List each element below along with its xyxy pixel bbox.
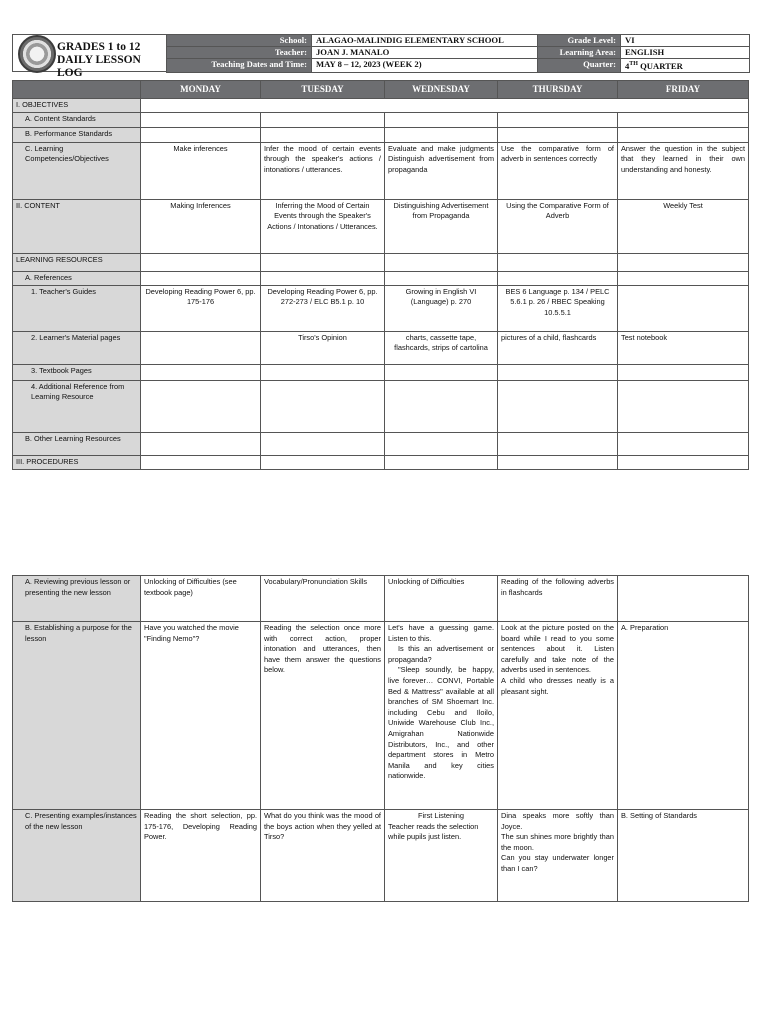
row-other-resources bbox=[13, 432, 749, 455]
cell-content-standards-friday bbox=[618, 112, 749, 127]
cell-other-resources-thursday bbox=[498, 432, 618, 455]
procedure-a-friday bbox=[618, 576, 749, 622]
row-learners-material bbox=[13, 331, 749, 364]
quarter-superscript: TH bbox=[629, 61, 638, 67]
procedure-b-wednesday-line3: "Sleep soundly, be happy, live forever… CONVI, Portable Bed & Mattress" available at all branches of SM Shoemart Inc. including Cebu and Iloilo, Uniwide Warehouse Club Inc., Amigrahan Nationwide Distributors, Inc., and other department stores in Metro Manila and key cities nationwide. bbox=[388, 665, 494, 781]
grade-level-value: VI bbox=[621, 35, 750, 47]
procedure-c-wednesday-line2: Teacher reads the selection while pupils just listen. bbox=[388, 821, 479, 842]
lesson-plan-table bbox=[12, 80, 749, 470]
procedure-b-wednesday-line1: Let's have a guessing game. Listen to this. bbox=[388, 623, 494, 643]
row-label-performance-standards: B. Performance Standards bbox=[13, 127, 141, 142]
day-header-blank bbox=[13, 81, 141, 99]
teacher-value: JOAN J. MANALO bbox=[312, 47, 538, 59]
cell-learners-material-tuesday: Tirso's Opinion bbox=[261, 331, 385, 364]
cell-performance-standards-monday bbox=[141, 127, 261, 142]
header-info-table bbox=[166, 34, 750, 73]
procedure-a-wednesday: Unlocking of Difficulties bbox=[385, 576, 498, 622]
learning-area-label: Learning Area: bbox=[538, 47, 621, 59]
cell-performance-standards-thursday bbox=[498, 127, 618, 142]
cell-additional-reference-thursday bbox=[498, 380, 618, 432]
cell-content-friday: Weekly Test bbox=[618, 199, 749, 253]
cell-references-thursday bbox=[498, 271, 618, 285]
procedure-c-friday: B. Setting of Standards bbox=[618, 810, 749, 902]
cell-performance-standards-wednesday bbox=[385, 127, 498, 142]
cell-teachers-guides-thursday: BES 6 Language p. 134 / PELC 5.6.1 p. 26 / RBEC Speaking 10.5.5.1 bbox=[498, 285, 618, 331]
row-label-procedures: III. PROCEDURES bbox=[13, 455, 141, 469]
row-textbook-pages bbox=[13, 364, 749, 380]
cell-procedures-monday bbox=[141, 455, 261, 469]
cell-additional-reference-wednesday bbox=[385, 380, 498, 432]
cell-learning-competencies-tuesday: Infer the mood of certain events through the speaker's actions / intonations / utterances. bbox=[261, 142, 385, 199]
cell-content-standards-wednesday bbox=[385, 112, 498, 127]
day-header-friday: FRIDAY bbox=[618, 81, 749, 99]
cell-learning-competencies-wednesday: Evaluate and make judgments Distinguish advertisement from propaganda bbox=[385, 142, 498, 199]
logo-title-line2: DAILY LESSON LOG bbox=[57, 54, 141, 79]
cell-textbook-pages-wednesday bbox=[385, 364, 498, 380]
procedure-b-friday: A. Preparation bbox=[618, 622, 749, 810]
row-learning-competencies bbox=[13, 142, 749, 199]
logo-box bbox=[12, 34, 167, 79]
row-label-content: II. CONTENT bbox=[13, 199, 141, 253]
procedure-b-thursday bbox=[498, 622, 618, 810]
cell-learning-competencies-friday: Answer the question in the subject that they learned in their own understanding and honesty. bbox=[618, 142, 749, 199]
teaching-dates-value: MAY 8 – 12, 2023 (WEEK 2) bbox=[312, 59, 538, 73]
row-objectives-span bbox=[141, 99, 749, 113]
deped-seal-icon bbox=[18, 35, 56, 73]
procedure-a-thursday: Reading of the following adverbs in flashcards bbox=[498, 576, 618, 622]
cell-additional-reference-monday bbox=[141, 380, 261, 432]
row-label-learners-material: 2. Learner's Material pages bbox=[13, 331, 141, 364]
cell-teachers-guides-monday: Developing Reading Power 6, pp. 175-176 bbox=[141, 285, 261, 331]
quarter-value bbox=[621, 59, 750, 73]
day-header-wednesday: WEDNESDAY bbox=[385, 81, 498, 99]
cell-learners-material-friday: Test notebook bbox=[618, 331, 749, 364]
cell-learning-resources-monday bbox=[141, 253, 261, 271]
cell-references-tuesday bbox=[261, 271, 385, 285]
lesson-plan-rows bbox=[13, 99, 749, 470]
row-label-learning-competencies: C. Learning Competencies/Objectives bbox=[13, 142, 141, 199]
procedure-b-wednesday bbox=[385, 622, 498, 810]
grade-level-label: Grade Level: bbox=[538, 35, 621, 47]
row-objectives bbox=[13, 99, 749, 113]
cell-learners-material-monday bbox=[141, 331, 261, 364]
school-value: ALAGAO-MALINDIG ELEMENTARY SCHOOL bbox=[312, 35, 538, 47]
row-label-teachers-guides: 1. Teacher's Guides bbox=[13, 285, 141, 331]
procedure-b-tuesday: Reading the selection once more with correct action, proper intonation and utterances, then have them answer the questions below. bbox=[261, 622, 385, 810]
cell-learning-competencies-monday: Make inferences bbox=[141, 142, 261, 199]
procedure-b-monday: Have you watched the movie "Finding Nemo"? bbox=[141, 622, 261, 810]
cell-procedures-wednesday bbox=[385, 455, 498, 469]
procedures-table bbox=[12, 575, 749, 902]
cell-procedures-thursday bbox=[498, 455, 618, 469]
row-label-learning-resources: LEARNING RESOURCES bbox=[13, 253, 141, 271]
cell-textbook-pages-monday bbox=[141, 364, 261, 380]
cell-content-tuesday: Inferring the Mood of Certain Events through the Speaker's Actions / Intonations / Utterances. bbox=[261, 199, 385, 253]
row-label-other-resources: B. Other Learning Resources bbox=[13, 432, 141, 455]
row-content bbox=[13, 199, 749, 253]
cell-content-monday: Making Inferences bbox=[141, 199, 261, 253]
cell-references-friday bbox=[618, 271, 749, 285]
row-label-references: A. References bbox=[13, 271, 141, 285]
teacher-label: Teacher: bbox=[167, 47, 312, 59]
cell-references-wednesday bbox=[385, 271, 498, 285]
cell-content-standards-tuesday bbox=[261, 112, 385, 127]
procedure-c-monday: Reading the short selection, pp. 175-176, Developing Reading Power. bbox=[141, 810, 261, 902]
cell-performance-standards-tuesday bbox=[261, 127, 385, 142]
row-label-additional-reference: 4. Additional Reference from Learning Resource bbox=[13, 380, 141, 432]
procedure-c-thursday bbox=[498, 810, 618, 902]
procedure-c-wednesday bbox=[385, 810, 498, 902]
cell-learning-resources-wednesday bbox=[385, 253, 498, 271]
row-label-textbook-pages: 3. Textbook Pages bbox=[13, 364, 141, 380]
cell-textbook-pages-friday bbox=[618, 364, 749, 380]
quarter-text: QUARTER bbox=[637, 60, 683, 71]
procedure-b-thursday-line2: A child who dresses neatly is a pleasant sight. bbox=[501, 675, 614, 696]
cell-other-resources-tuesday bbox=[261, 432, 385, 455]
procedure-c-label: C. Presenting examples/instances of the new lesson bbox=[13, 810, 141, 902]
cell-additional-reference-tuesday bbox=[261, 380, 385, 432]
cell-content-wednesday: Distinguishing Advertisement from Propaganda bbox=[385, 199, 498, 253]
cell-procedures-friday bbox=[618, 455, 749, 469]
day-header-monday: MONDAY bbox=[141, 81, 261, 99]
procedure-c-thursday-line3: Can you stay underwater longer than I can? bbox=[501, 853, 614, 873]
row-content-standards bbox=[13, 112, 749, 127]
cell-references-monday bbox=[141, 271, 261, 285]
cell-learning-resources-thursday bbox=[498, 253, 618, 271]
row-learning-resources bbox=[13, 253, 749, 271]
school-label: School: bbox=[167, 35, 312, 47]
procedure-a-tuesday: Vocabulary/Pronunciation Skills bbox=[261, 576, 385, 622]
row-references bbox=[13, 271, 749, 285]
learning-area-value: ENGLISH bbox=[621, 47, 750, 59]
cell-teachers-guides-friday bbox=[618, 285, 749, 331]
procedure-c-tuesday: What do you think was the mood of the boys action when they yelled at Tirso? bbox=[261, 810, 385, 902]
row-label-objectives: I. OBJECTIVES bbox=[13, 99, 141, 113]
cell-other-resources-wednesday bbox=[385, 432, 498, 455]
procedure-b-label: B. Establishing a purpose for the lesson bbox=[13, 622, 141, 810]
row-teachers-guides bbox=[13, 285, 749, 331]
cell-learning-resources-tuesday bbox=[261, 253, 385, 271]
quarter-label: Quarter: bbox=[538, 59, 621, 73]
cell-learning-competencies-thursday: Use the comparative form of adverb in sentences correctly bbox=[498, 142, 618, 199]
teaching-dates-label: Teaching Dates and Time: bbox=[167, 59, 312, 73]
day-header-thursday: THURSDAY bbox=[498, 81, 618, 99]
cell-procedures-tuesday bbox=[261, 455, 385, 469]
cell-learning-resources-friday bbox=[618, 253, 749, 271]
row-performance-standards bbox=[13, 127, 749, 142]
cell-content-standards-thursday bbox=[498, 112, 618, 127]
row-label-content-standards: A. Content Standards bbox=[13, 112, 141, 127]
procedure-c-thursday-line2: The sun shines more brightly than the moon. bbox=[501, 832, 614, 852]
cell-content-thursday: Using the Comparative Form of Adverb bbox=[498, 199, 618, 253]
cell-teachers-guides-wednesday: Growing in English VI (Language) p. 270 bbox=[385, 285, 498, 331]
cell-other-resources-monday bbox=[141, 432, 261, 455]
row-procedures bbox=[13, 455, 749, 469]
day-header-tuesday: TUESDAY bbox=[261, 81, 385, 99]
procedure-a-label: A. Reviewing previous lesson or presenting the new lesson bbox=[13, 576, 141, 622]
quarter-number: 4 bbox=[625, 60, 630, 71]
procedure-b-thursday-line1: Look at the picture posted on the board while I read to you some sentences about it. Listen carefully and take note of the adverbs used in sentences. bbox=[501, 623, 614, 675]
cell-learners-material-thursday: pictures of a child, flashcards bbox=[498, 331, 618, 364]
cell-performance-standards-friday bbox=[618, 127, 749, 142]
cell-textbook-pages-tuesday bbox=[261, 364, 385, 380]
cell-content-standards-monday bbox=[141, 112, 261, 127]
cell-learners-material-wednesday: charts, cassette tape, flashcards, strips of cartolina bbox=[385, 331, 498, 364]
cell-textbook-pages-thursday bbox=[498, 364, 618, 380]
procedure-b-wednesday-line2: Is this an advertisement or propaganda? bbox=[388, 644, 494, 664]
cell-other-resources-friday bbox=[618, 432, 749, 455]
cell-additional-reference-friday bbox=[618, 380, 749, 432]
logo-title-line1: GRADES 1 to 12 bbox=[57, 41, 141, 53]
procedure-c-wednesday-line1: First Listening bbox=[417, 811, 464, 820]
cell-teachers-guides-tuesday: Developing Reading Power 6, pp. 272-273 / ELC B5.1 p. 10 bbox=[261, 285, 385, 331]
procedure-c-thursday-line1: Dina speaks more softly than Joyce. bbox=[501, 811, 614, 831]
procedure-a-monday: Unlocking of Difficulties (see textbook page) bbox=[141, 576, 261, 622]
row-additional-reference bbox=[13, 380, 749, 432]
